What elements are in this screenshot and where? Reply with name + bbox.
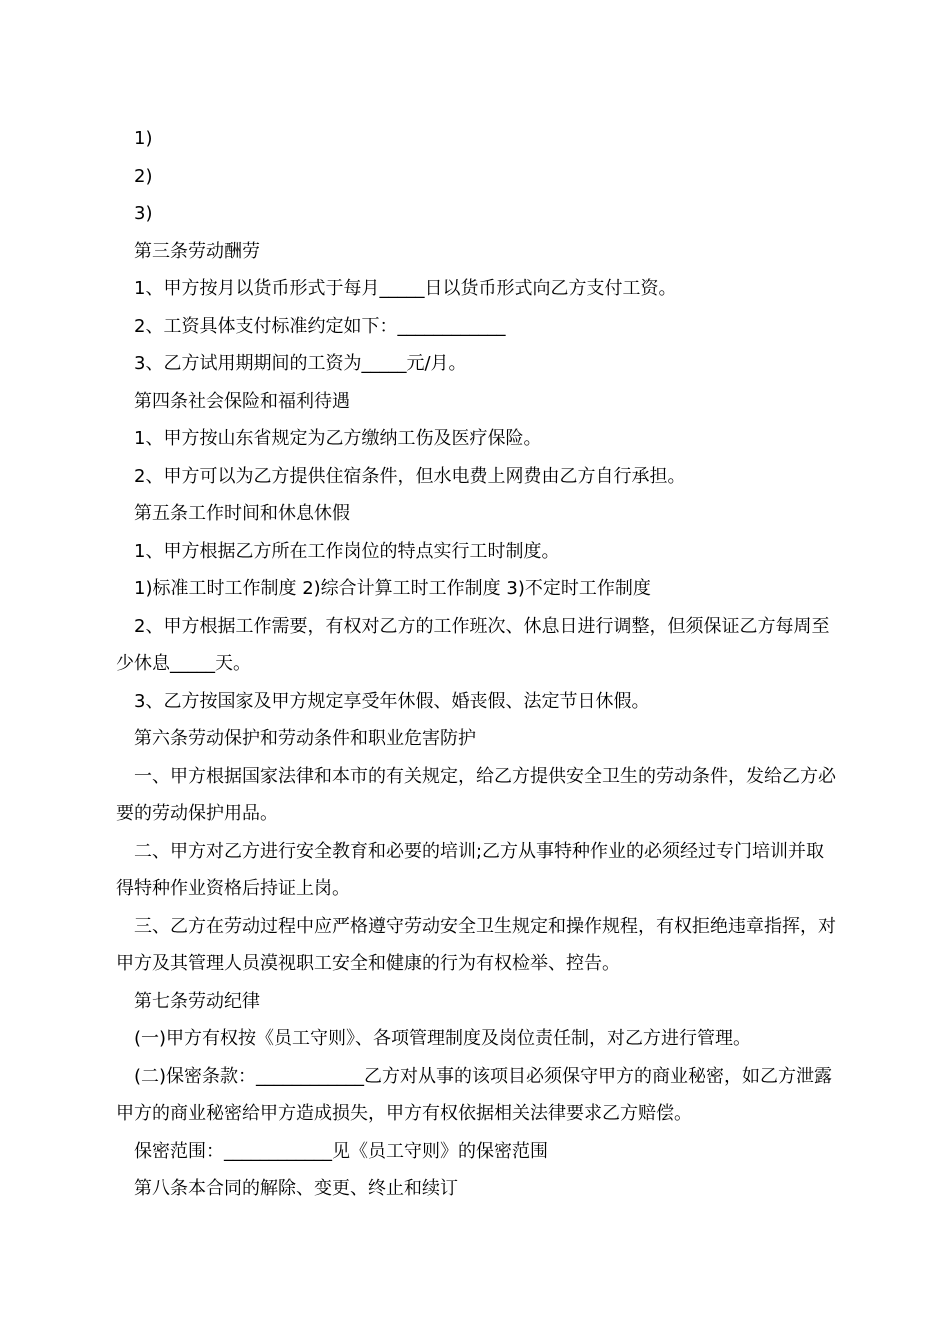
section-heading-7: 第七条劳动纪律: [134, 990, 260, 1012]
section-heading-4: 第四条社会保险和福利待遇: [134, 390, 350, 412]
paragraph: 三、乙方在劳动过程中应严格遵守劳动安全卫生规定和操作规程，有权拒绝违章指挥，对甲方及其管理人员漠视职工安全和健康的行为有权检举、控告。: [116, 915, 836, 974]
paragraph: 一、甲方根据国家法律和本市的有关规定，给乙方提供安全卫生的劳动条件，发给乙方必要的劳动保护用品。: [116, 765, 836, 824]
paragraph: 3、乙方试用期期间的工资为_____元/月。: [134, 353, 467, 374]
section-heading-6: 第六条劳动保护和劳动条件和职业危害防护: [134, 728, 476, 749]
paragraph: 保密范围：____________见《员工守则》的保密范围: [134, 1140, 548, 1162]
list-item-3: 3): [134, 203, 153, 224]
paragraph: 2、甲方可以为乙方提供住宿条件，但水电费上网费由乙方自行承担。: [134, 465, 686, 487]
paragraph: 2、甲方根据工作需要，有权对乙方的工作班次、休息日进行调整，但须保证乙方每周至少休息_____天。: [116, 615, 830, 674]
paragraph: 1、甲方按月以货币形式于每月_____日以货币形式向乙方支付工资。: [134, 278, 677, 299]
paragraph: 2、工资具体支付标准约定如下：____________: [134, 315, 506, 337]
paragraph: (二)保密条款：____________乙方对从事的该项目必须保守甲方的商业秘密，如乙方泄露甲方的商业秘密给甲方造成损失，甲方有权依据相关法律要求乙方赔偿。: [116, 1065, 833, 1124]
paragraph: 二、甲方对乙方进行安全教育和必要的培训;乙方从事特种作业的必须经过专门培训并取得特种作业资格后持证上岗。: [116, 840, 825, 899]
list-item-1: 1): [134, 128, 153, 149]
paragraph: 1、甲方根据乙方所在工作岗位的特点实行工时制度。: [134, 540, 560, 562]
paragraph: 1、甲方按山东省规定为乙方缴纳工伤及医疗保险。: [134, 428, 542, 449]
document-page: [116, 120, 838, 1208]
paragraph: 1)标准工时工作制度 2)综合计算工时工作制度 3)不定时工作制度: [134, 578, 651, 599]
section-heading-5: 第五条工作时间和休息休假: [134, 503, 350, 524]
section-heading-3: 第三条劳动酬劳: [134, 240, 260, 262]
paragraph: (一)甲方有权按《员工守则》、各项管理制度及岗位责任制，对乙方进行管理。: [134, 1028, 752, 1049]
section-heading-8: 第八条本合同的解除、变更、终止和续订: [134, 1178, 458, 1199]
list-item-2: 2): [134, 165, 153, 187]
paragraph: 3、乙方按国家及甲方规定享受年休假、婚丧假、法定节日休假。: [134, 690, 650, 712]
